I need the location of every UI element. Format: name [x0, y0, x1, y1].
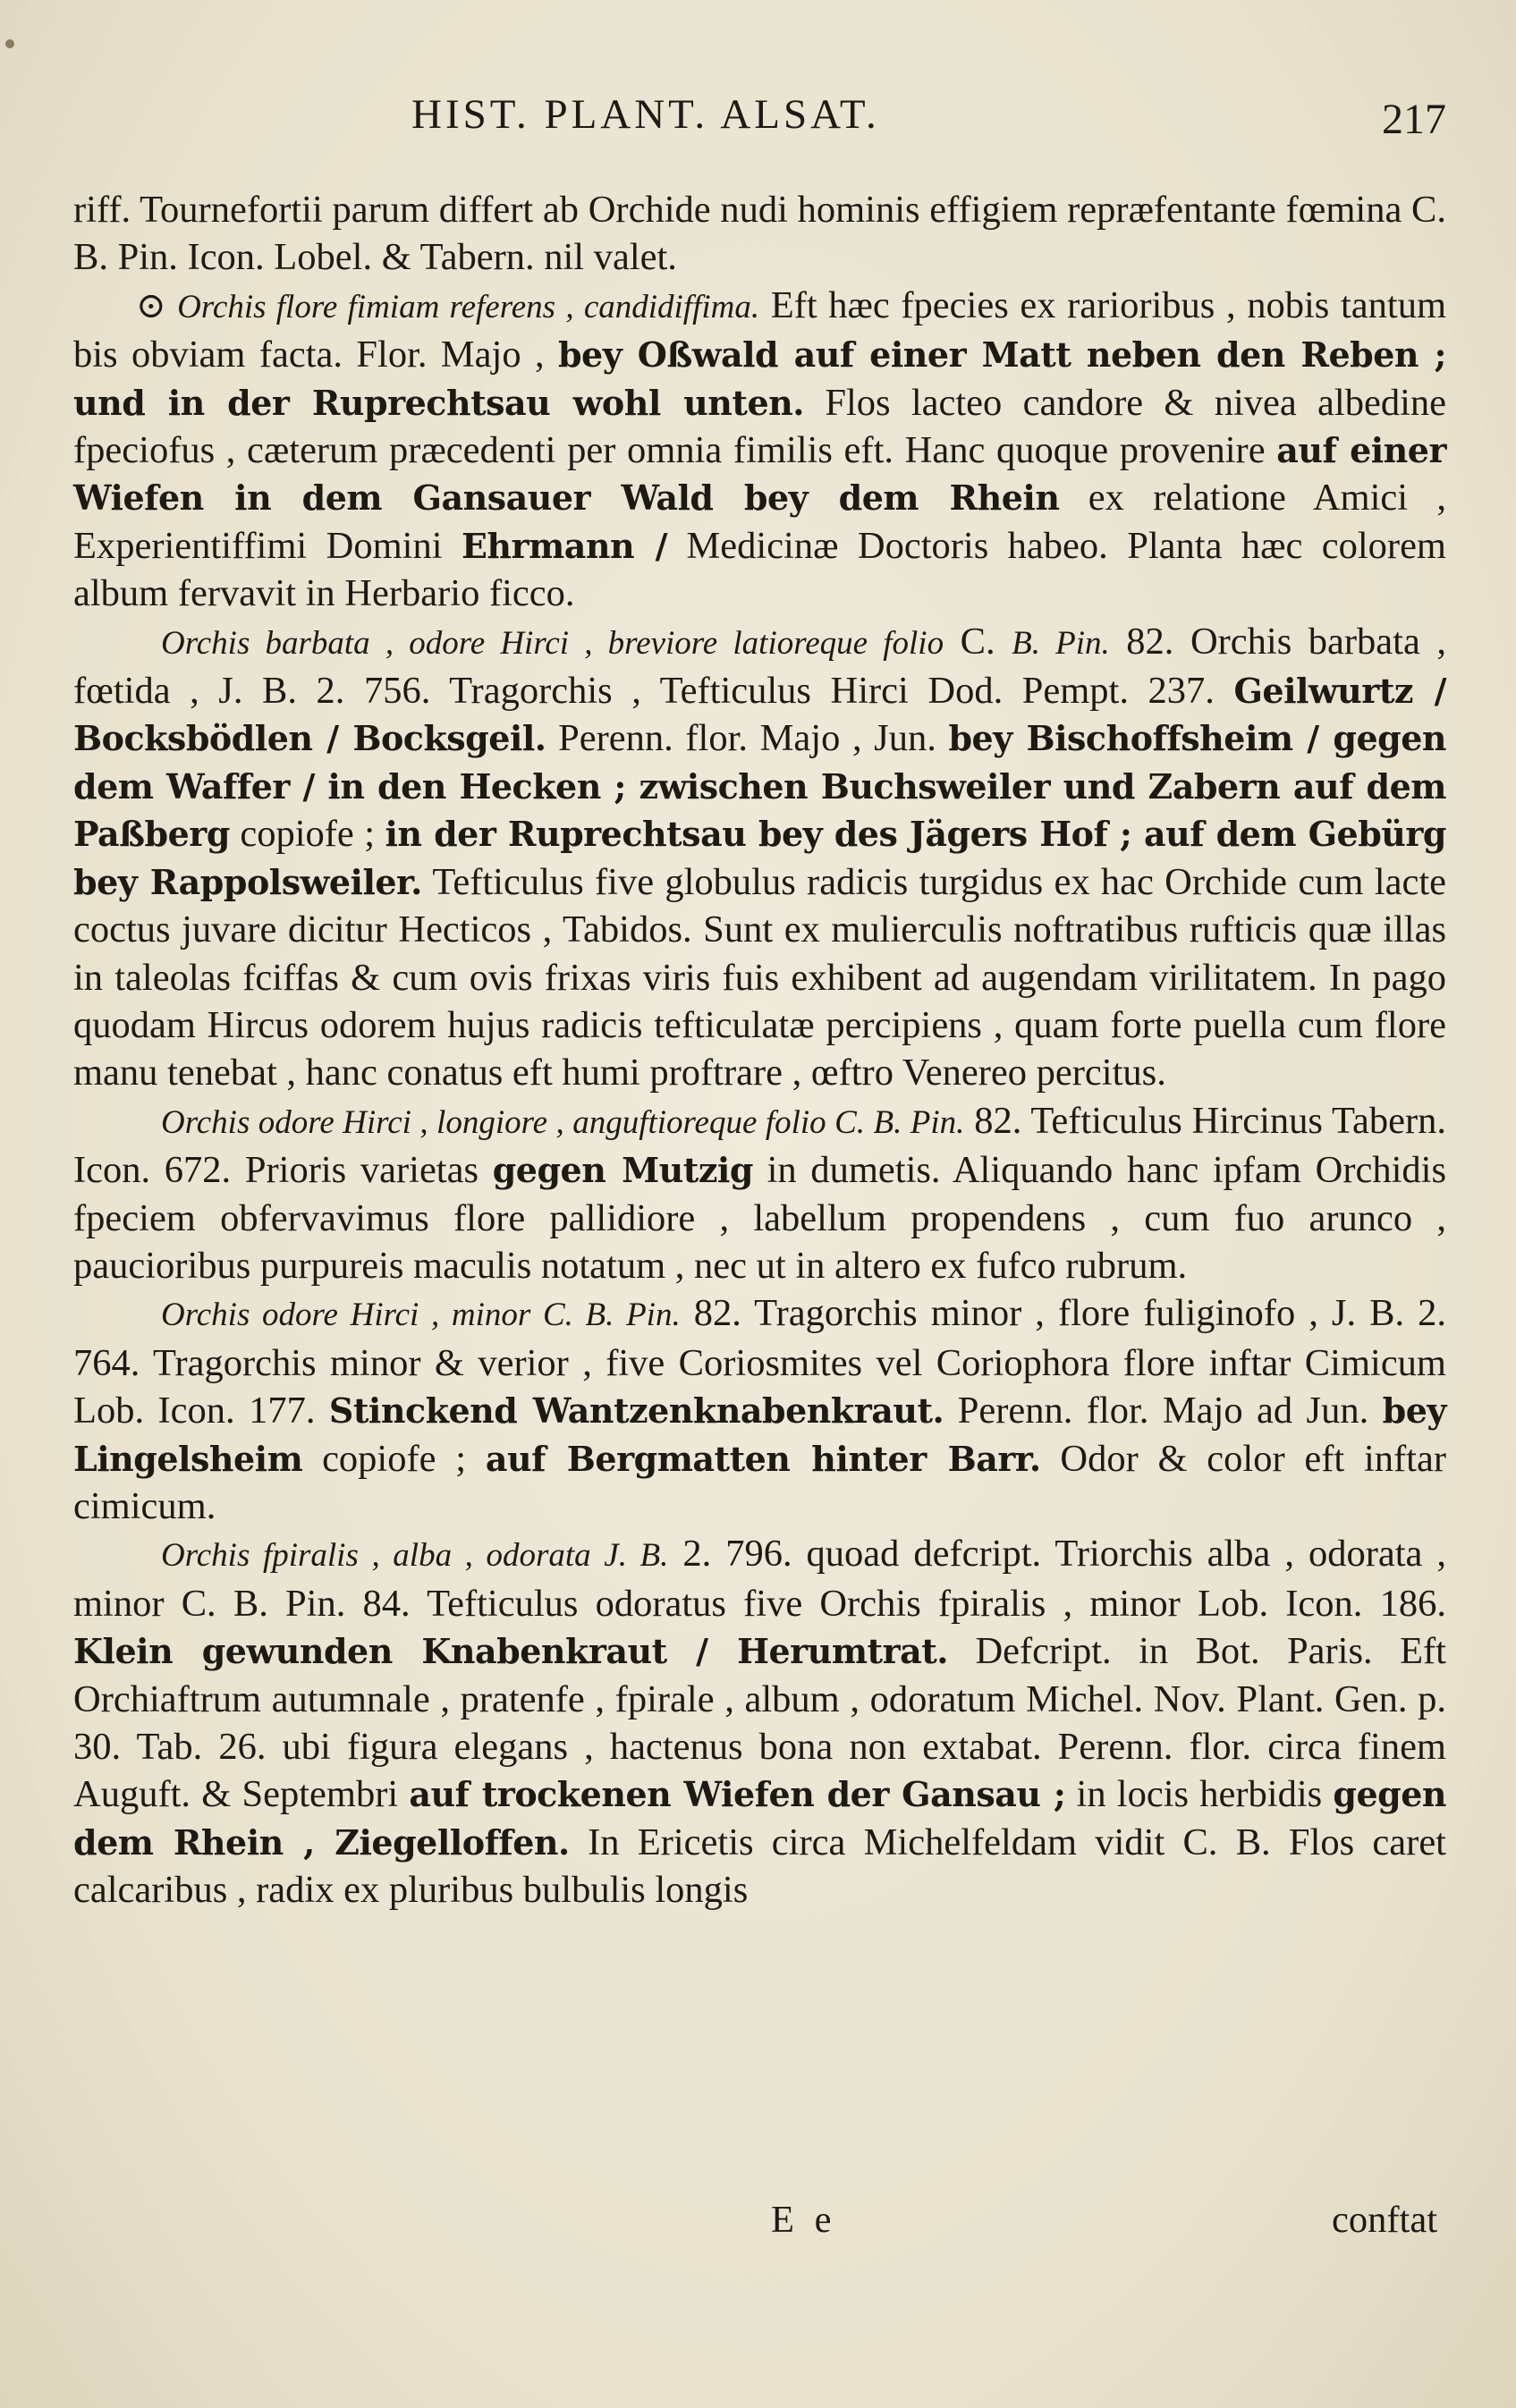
german-vernacular-name: gegen dem Rhein , Ziegelloffen.: [73, 1774, 1447, 1863]
german-vernacular-name: bey Bischoffsheim / gegen dem Waffer / in den Hecken ; zwischen Buchsweiler und Zabern auf dem Paßberg: [73, 718, 1446, 855]
text-segment: 82. Orchis barbata , fœtida , J. B. 2. 756. Tragorchis , Tefticulus Hirci Dod. Pempt. 237.: [73, 620, 1446, 713]
text-segment: Defcript. in Bot. Paris. Eft Orchiaftrum autumnale , pratenfe , fpirale , album , odoratum Michel. Nov. Plant. Gen. p. 30. Tab. 26. ubi figura elegans , hactenus bona non extabat. Perenn. flor. circa finem Auguft. & Septembri: [73, 1630, 1446, 1816]
paragraph: [73, 1289, 1446, 1530]
text-segment: Tefticulus five globulus radicis turgidus ex hac Orchide cum lacte coctus juvare dicitur Hecticos , Tabidos. Sunt ex mulierculis noftratibus rufticis quæ illas in taleolas fciffas & cum ovis frixas viris fuis exhibent ad augendam virilitatem. In pago quodam Hircus odorem hujus radicis tefticulatæ percipiens , quam forte puella cum flore manu tenebat , hanc conatus eft humi proftrare , œftro Venereo percitus.: [73, 860, 1446, 1094]
text-segment: Perenn. flor. Majo , Jun.: [546, 717, 949, 760]
text-segment: Odor & color eft inftar cimicum.: [73, 1437, 1447, 1527]
catchword: conftat: [1332, 2199, 1437, 2241]
german-vernacular-name: auf einer Wiefen in dem Gansauer Wald bey dem Rhein: [73, 430, 1447, 519]
text-segment: in locis herbidis: [1065, 1773, 1334, 1816]
text-segment: in dumetis. Aliquando hanc ipfam Orchidis fpeciem obfervavimus flore pallidiore , labellum propendens , cum fuo arunco , paucioribus purpureis maculis notatum , nec ut in altero ex fufco rubrum.: [73, 1149, 1447, 1287]
text-segment: In Ericetis circa Michelfeldam vidit C. B. Flos caret calcaribus , radix ex pluribus bulbulis longis: [73, 1821, 1446, 1912]
latin-species-name: Orchis barbata , odore Hirci , breviore latioreque folio: [161, 624, 944, 662]
body-text: [73, 186, 1446, 1914]
latin-species-name: B. Pin.: [1012, 624, 1110, 662]
paragraph: [73, 1530, 1446, 1914]
text-segment: [166, 284, 178, 326]
german-vernacular-name: gegen Mutzig: [492, 1150, 753, 1191]
latin-species-name: Orchis odore Hirci , longiore , anguftioreque folio C. B. Pin.: [161, 1103, 965, 1141]
paragraph: [73, 618, 1446, 1097]
ink-spot: [5, 39, 14, 48]
latin-species-name: Orchis fpiralis , alba , odorata J. B.: [161, 1537, 669, 1575]
page-number: 217: [1382, 96, 1446, 143]
text-segment: copiofe ;: [229, 813, 385, 856]
signature-mark: E e: [771, 2199, 837, 2241]
text-segment: Flos lacteo candore & nivea albedine fpeciofus , cæterum præcedenti per omnia fimilis eft. Hanc quoque provenire: [73, 381, 1446, 472]
rarity-symbol: ⊙: [136, 284, 166, 325]
text-segment: 82. Tragorchis minor , flore fuliginofo , J. B. 2. 764. Tragorchis minor & verior , five Coriosmites vel Coriophora flore inftar Cimicum Lob. Icon. 177.: [73, 1292, 1446, 1432]
paragraph: [73, 282, 1446, 618]
text-segment: Eft hæc fpecies ex rarioribus , nobis tantum bis obviam facta. Flor. Majo ,: [73, 283, 1447, 376]
latin-species-name: Orchis flore fimiam referens , candidiffima.: [177, 288, 760, 325]
paragraph: [73, 1097, 1446, 1290]
german-vernacular-name: Geilwurtz / Bocksbödlen / Bocksgeil.: [73, 671, 1446, 759]
text-segment: riff. Tournefortii parum differt ab Orchide nudi hominis effigiem repræfentante fœmina C. B. Pin. Icon. Lobel. & Tabern. nil valet.: [73, 189, 1446, 279]
german-vernacular-name: bey Lingelsheim: [73, 1390, 1446, 1479]
paragraph: [73, 186, 1446, 282]
text-segment: 82. Tefticulus Hircinus Tabern. Icon. 672. Prioris varietas: [73, 1099, 1446, 1192]
german-vernacular-name: auf trockenen Wiefen der Gansau ;: [409, 1774, 1066, 1815]
text-segment: C.: [944, 620, 1012, 663]
text-segment: ex relatione Amici , Experientiffimi Domini: [73, 477, 1446, 567]
text-segment: Medicinæ Doctoris habeo. Planta hæc colorem album fervavit in Herbario ficco.: [73, 524, 1446, 615]
german-vernacular-name: auf Bergmatten hinter Barr.: [485, 1438, 1041, 1479]
german-vernacular-name: Ehrmann /: [461, 525, 668, 566]
german-vernacular-name: Stinckend Wantzenknabenkraut.: [328, 1390, 944, 1432]
german-vernacular-name: in der Ruprechtsau bey des Jägers Hof ; auf dem Gebürg bey Rappolsweiler.: [73, 814, 1447, 902]
german-vernacular-name: bey Oßwald auf einer Matt neben den Reben ; und in der Ruprechtsau wohl unten.: [73, 334, 1447, 423]
page-footer: [73, 2196, 1446, 2250]
text-segment: copiofe ;: [302, 1437, 486, 1480]
latin-species-name: Orchis odore Hirci , minor C. B. Pin.: [161, 1297, 681, 1334]
text-segment: 2. 796. quoad defcript. Triorchis alba , odorata , minor C. B. Pin. 84. Tefticulus odoratus five Orchis fpiralis , minor Lob. Icon. 186.: [73, 1533, 1446, 1625]
text-segment: Perenn. flor. Majo ad Jun.: [944, 1390, 1383, 1432]
running-title: HIST. PLANT. ALSAT.: [411, 91, 880, 138]
german-vernacular-name: Klein gewunden Knabenkraut / Herumtrat.: [73, 1631, 949, 1672]
